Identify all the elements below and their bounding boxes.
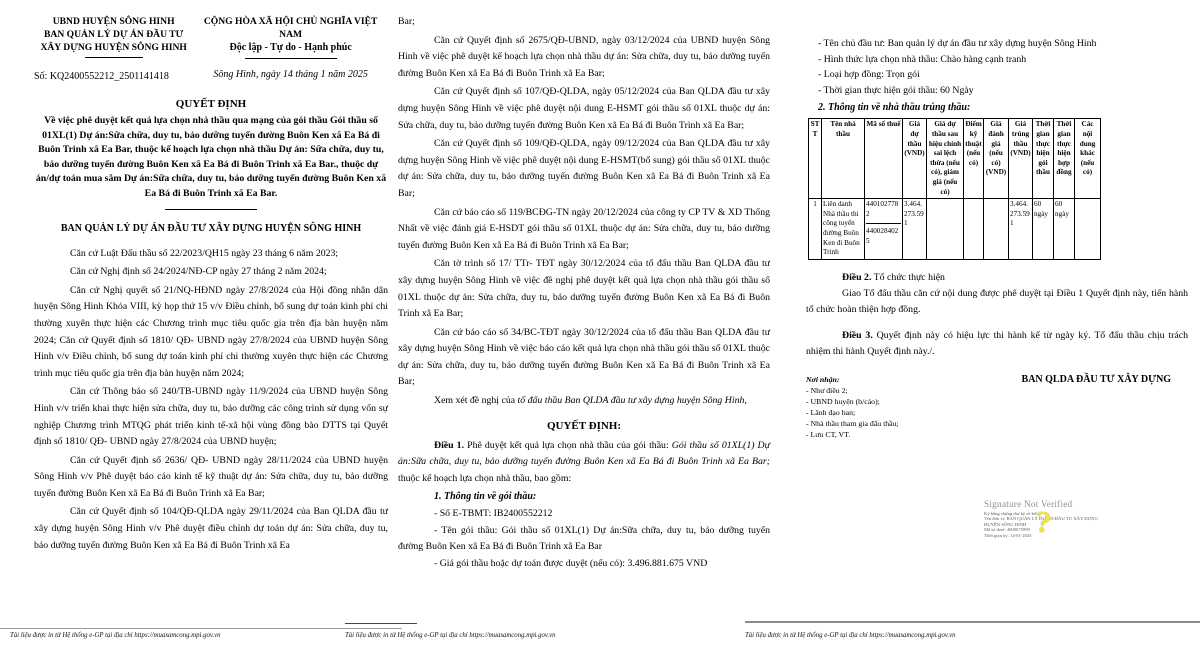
package-bullet: - Tên gói thầu: Gói thầu số 01XL(1) Dự án:Sữa chữa, duy tu, bảo dưỡng tuyến đường Buôn Ken xã Ea Bá đi Buôn Trinh xã Ea Bar [398,524,770,553]
article-1 [398,438,770,488]
package-bullet: - Số E-TBMT: IB2400552212 [434,508,553,520]
cell-corrected-price [927,199,964,260]
recipient-item: - Lưu CT, VT. [806,429,851,439]
recital-paragraph: Căn cứ Quyết định số 2675/QĐ-UBND, ngày 03/12/2024 của UBND huyện Sông Hinh về việc phê duyệt kế hoạch lựa chọn nhà thầu dự án: Sửa chữa, duy tu, bảo dưỡng tuyến đường Buôn Ken xã Ea Bá đi Buôn Trinh xã Ea Bar; [398,34,770,79]
decision-subtitle: Về việc phê duyệt kết quả lựa chọn nhà thầu qua mạng của gói thầu Gói thầu số 01XL(1) Dự án:Sữa chữa, duy tu, bảo dưỡng tuyến đường Buôn Ken xã Ea Bá đi Buôn Trinh xã Ea Bar, thuộc kế hoạch lựa chọn nhà thầu Dự án: Sữa chữa, duy tu, bảo dưỡng tuyến đường Buôn Ken xã Ea Bá đi Buôn Trinh xã Ea Bar., thuộc dự án/dự toán mua sắm Dự án:Sữa chữa, duy tu, bảo dưỡng tuyến đường Buôn Ken xã Ea Bá đi Buôn Trinh xã Ea Bar. [35,115,387,199]
recital-paragraph: Căn cứ Nghị quyết số 21/NQ-HĐND ngày 27/8/2024 của Hội đồng nhân dân huyện Sông Hinh Khóa VIII, kỳ họp thứ 15 v/v Điều chỉnh, bổ sung dự toán kinh phí chi thường xuyên thực hiện các Chương trình mục tiêu quốc gia trên địa bàn huyện năm 2024; Căn cứ Quyết định số 1810/ QĐ- UBND ngày 27/8/2024 của UBND huyện Sông Hinh v/v Điều chỉnh, bổ sung dự toán kinh phí chi thường xuyên thực hiện các Chương trình mục tiêu quốc gia trên địa bàn huyện năm 2024; [34,284,388,379]
signature-question-icon: ? [1034,505,1053,540]
col-header-corrected-price: Giá dự thầu sau hiệu chỉnh sai lệch thừa (nếu có), giảm giá (nếu có) [927,119,964,199]
cell-bid-price: 3.464.273.591 [903,199,927,260]
col-header-stt: STT [809,119,822,199]
recipient-item: - UBND huyện (b/cáo); [806,396,880,406]
signature-detail-line: Tên đơn vị: BAN QUẢN LÝ DỰ ÁN ĐẦU TƯ XÂY DỰNG HUYỆN SÔNG HINH [984,516,1098,527]
document-page-3 [806,0,1188,656]
recipients-label: Nơi nhận: [806,374,840,384]
cell-contract-duration: 60 ngày [1054,199,1075,260]
national-title: CỘNG HÒA XÃ HỘI CHỦ NGHĨA VIỆT NAM [203,16,378,40]
col-header-evaluated-price: Giá đánh giá (nếu có) (VND) [984,119,1009,199]
cell-stt: 1 [809,199,822,260]
recital-paragraph: Căn cứ Quyết định số 107/QĐ-QLDA, ngày 05/12/2024 của Ban QLDA đầu tư xây dựng huyện Sông Hinh về việc phê duyệt nội dung E-HSMT gói thầu số 01XL thuộc dự án: Sửa chữa, duy tu, bảo dưỡng tuyến đường Buôn Ken xã Ea Bá đi Buôn Trình xã Ea Bar; [398,86,770,131]
recital-paragraph: Căn cứ Thông báo số 240/TB-UBND ngày 11/9/2024 của UBND huyện Sông Hinh v/v triển khai thực hiện sửa chữa, duy tu, bảo dưỡng các công trình sử dụng vốn sự nghiệp Chương trình MTQG phát triển kinh tế-xã hội vùng đồng bào DTTS tại Quyết định số 1810/ QĐ- UBND ngày 27/8/2024 của UBND huyện; [34,386,388,448]
col-header-contractor: Tên nhà thầu [822,119,865,199]
recipient-item: - Lãnh đạo ban; [806,407,856,417]
signature-zone [806,374,1188,440]
consideration-paragraph [398,393,770,410]
article-2-title: Tổ chức thực hiện [871,271,945,283]
page1-header [34,15,388,83]
recital-paragraph: Căn cứ Quyết định số 2636/ QĐ- UBND ngày 28/11/2024 của UBND huyện Sông Hinh v/v Phê duyệt báo cáo kinh tế kỹ thuật dự án: Sửa chữa, duy tu, bảo dưỡng tuyến đường Buôn Ken xã Ea Bá đi Buôn Trinh xã Ea Bar; [34,454,388,499]
article-1-package-name: Gói thầu số 01XL(1) Dự án:Sữa chữa, duy tu, bảo dưỡng tuyến đường Buôn Ken xã Ea Bá đi Buôn Trinh xã Ea Bar; [398,439,770,468]
article-3 [806,328,1188,360]
signature-detail-line: Mã số thuế: 4000075999 [984,527,1030,533]
document-page-2 [398,0,770,656]
article-1-text: Phê duyệt kết quả lựa chọn nhà thầu của gói thầu: [464,439,672,451]
recital-paragraph: Căn cứ Quyết định số 104/QĐ-QLDA ngày 29/11/2024 của Ban QLDA đầu tư xây dựng huyện Sông Hinh v/v Phê duyệt điều chỉnh dự toán dự án: Sửa chữa, duy tu, bảo dưỡng tuyến đường Buôn Ken xã Ea Bá đi Buôn Trinh xã Ea [34,506,388,551]
package-bullet: - Loại hợp đồng: Trọn gói [818,69,920,81]
package-bullet: - Tên chủ đầu tư: Ban quản lý dự án đầu tư xây dựng huyện Sông Hinh [818,38,1097,49]
signature-status-text: Signature Not Verified [984,500,1073,510]
recital-paragraph: Căn cứ Quyết định số 109/QĐ-QLDA, ngày 09/12/2024 của Ban QLDA đầu tư xây dựng huyện Sông Hinh về việc phê duyệt nội dung E-HSMT(bổ sung) gói thầu số 01XL thuộc dự án: Sửa chữa, duy tu, bảo dưỡng tuyến đường Buôn Ken xã Ea Bá đi Buôn Trinh xã Ea Bar; [398,138,770,199]
col-header-other: Các nội dung khác (nếu có) [1075,119,1101,199]
recipients-block [806,374,1005,440]
col-header-technical-score: Điểm kỹ thuật (nếu có) [964,119,984,199]
winning-bidder-table [808,118,1101,259]
page-footer: Tài liệu được in từ Hệ thống e-GP tại địa chỉ https://muasamcong.mpi.gov.vn [10,632,221,639]
cell-other [1075,199,1101,260]
cell-contractor-name: Liên danh Nhà thầu thi công tuyến đường Buôn Ken đi Buôn Trinh [822,199,865,260]
col-header-award-price: Giá trúng thầu (VND) [1009,119,1033,199]
article-1-label: Điều 1. [434,439,465,451]
continuation-text: Bar; [398,16,415,27]
page-footer: Tài liệu được in từ Hệ thống e-GP tại địa chỉ https://muasamcong.mpi.gov.vn [745,632,956,639]
decision-title: QUYẾT ĐỊNH [175,98,247,110]
col-header-contract-duration: Thời gian thực hiện hợp đồng [1054,119,1075,199]
recipient-item: - Như điều 2; [806,385,848,395]
table-header-row [809,119,1101,199]
col-header-package-duration: Thời gian thực hiện gói thầu [1033,119,1054,199]
page-footer: Tài liệu được in từ Hệ thống e-GP tại địa chỉ https://muasamcong.mpi.gov.vn [345,632,556,639]
article-3-body: Quyết định này có hiệu lực thi hành kể từ ngày ký. Tổ đấu thầu chịu trách nhiệm thi hành Quyết định này./. [806,329,1188,357]
consideration-plain: Xem xét đề nghị của [434,395,518,407]
signature-detail-line: Thời gian ký: 14-01-2025 [984,532,1032,538]
col-header-bid-price: Giá dự thầu (VND) [903,119,927,199]
digital-signature-stamp [984,500,1134,538]
org-parent-name: UBND HUYỆN SÔNG HINH [52,16,175,27]
consideration-italic: tổ đấu thầu Ban QLDA đầu tư xây dựng huyện Sông Hinh, [517,395,747,407]
article-2-body: Giao Tổ đấu thầu căn cứ nội dung được phê duyệt tại Điều 1 Quyết định này, tiến hành tổ chức hoàn thiện hợp đồng. [806,287,1188,315]
signature-detail-line: Ký bằng chứng thư ký số bởi: [984,511,1039,516]
recital-paragraph: Căn cứ báo cáo số 34/BC-TĐT ngày 30/12/2024 của tổ đấu thầu Ban QLDA đầu tư xây dựng huyện Sông Hinh về việc báo cáo kết quả lựa chọn nhà thầu gói thầu số 01XL thuộc dự án: Sửa chữa, duy tu, bảo dưỡng tuyến đường Buôn Ken xã Ea Bá đi Buôn Trinh xã Ea Bar; [398,326,770,388]
recital-paragraph: Căn cứ Nghị định số 24/2024/NĐ-CP ngày 27 tháng 2 năm 2024; [70,266,327,278]
tax-code-1: 4401027782 [866,200,899,218]
org-divider [85,57,143,58]
cell-evaluated-price [984,199,1009,260]
recital-paragraph: Căn cứ báo cáo số 119/BCĐG-TN ngày 20/12/2024 của công ty CP TV & XD Thống Nhất về việc đánh giá E-HSDT gói thầu số 01XL thuộc dự án: Sửa chữa, duy tu, bảo dưỡng tuyến đường Buôn Ken xã Ea Bá đi Buôn Trinh xã Ea Bar; [398,206,770,251]
recital-paragraph: Căn tờ trình số 17/ TTr- TĐT ngày 30/12/2024 của tổ đấu thầu Ban QLDA đầu tư xây dựng huyện Sông Hinh về việc đề nghị phê duyệt kết quả lựa chọn nhà thầu gói thầu số 01XL thuộc dự án: Sửa chữa, duy tu, bảo dưỡng tuyến đường Buôn Ken xã Ea Bá đi Buôn Trinh xã Ea Bar; [398,258,770,320]
cell-technical-score [964,199,984,260]
col-header-tax-code: Mã số thuế [865,119,903,199]
subtitle-divider [165,209,257,210]
section-1-heading: 1. Thông tin về gói thầu: [434,491,537,503]
document-page-1 [34,0,388,656]
national-motto: Độc lập - Tự do - Hạnh phúc [229,42,352,53]
cell-package-duration: 60 ngày [1033,199,1054,260]
tax-code-2: 4400284025 [866,223,901,246]
national-motto-block [193,15,388,83]
article-3-label: Điều 3. [842,329,873,341]
package-bullet: - Hình thức lựa chọn nhà thầu: Chào hàng cạnh tranh [818,53,1027,65]
org-name: BAN QUẢN LÝ DỰ ÁN ĐẦU TƯ XÂY DỰNG HUYỆN SÔNG HINH [40,29,187,53]
package-bullet: - Thời gian thực hiện gói thầu: 60 Ngày [818,84,974,96]
signer-title: BAN QLDA ĐẦU TƯ XÂY DỰNG [1021,373,1172,385]
place-and-date: Sông Hinh, ngày 14 tháng 1 năm 2025 [213,69,368,80]
footer-divider [0,628,402,629]
table-row [809,199,1101,260]
recipient-item: - Nhà thầu tham gia đấu thầu; [806,418,899,428]
article-1-text-2: thuộc kế hoạch lựa chọn nhà thầu, bao gồm: [398,472,572,484]
document-number: Số: KQ2400552212_2501141418 [34,71,169,82]
deciding-authority: BAN QUẢN LÝ DỰ ÁN ĐẦU TƯ XÂY DỰNG HUYỆN SÔNG HINH [60,222,362,234]
recital-paragraph: Căn cứ Luật Đấu thầu số 22/2023/QH15 ngày 23 tháng 6 năm 2023; [70,247,339,259]
issuing-org-block [34,15,193,83]
footer-divider [345,623,417,624]
cell-tax-codes [865,199,903,260]
article-2-title-line [806,270,1188,286]
motto-divider [245,58,337,59]
package-bullet: - Giá gói thầu hoặc dự toán được duyệt (nếu có): 3.496.881.675 VND [434,557,708,569]
section-2-heading: 2. Thông tin về nhà thầu trúng thầu: [818,102,971,114]
cell-award-price: 3.464.273.591 [1009,199,1033,260]
decision-heading: QUYẾT ĐỊNH: [546,419,622,432]
footer-divider [745,621,1200,623]
article-2-label: Điều 2. [842,271,872,283]
